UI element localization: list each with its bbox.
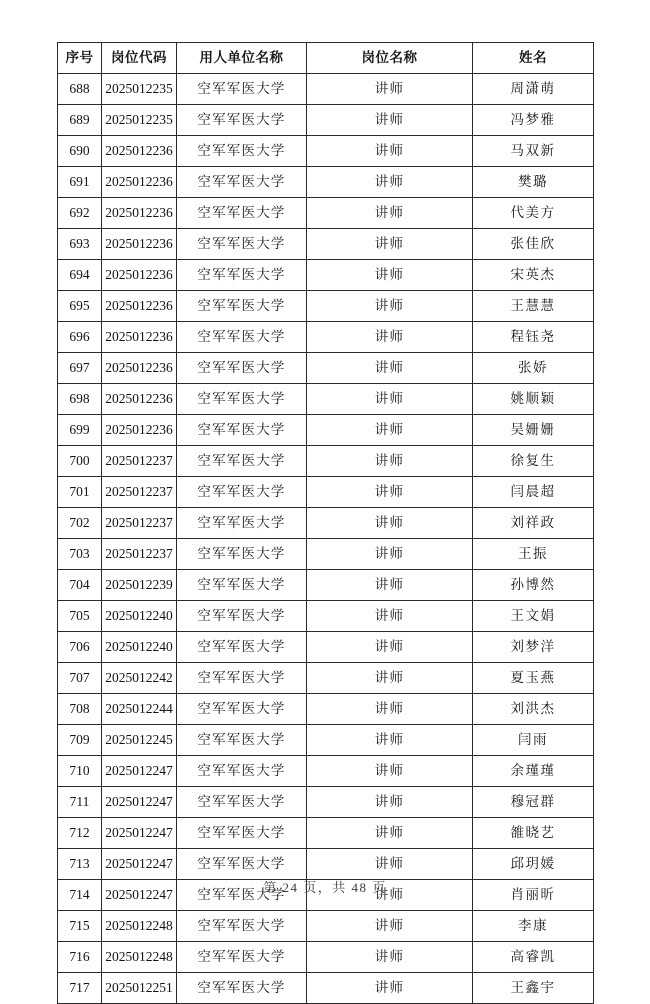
cell-unit: 空军军医大学 (177, 725, 307, 756)
cell-code: 2025012236 (102, 260, 177, 291)
table-row (58, 198, 594, 229)
table-row (58, 415, 594, 446)
cell-seq: 691 (58, 167, 102, 198)
cell-unit: 空军军医大学 (177, 818, 307, 849)
cell-name: 王鑫宇 (473, 973, 594, 1004)
cell-name: 闫晨超 (473, 477, 594, 508)
cell-name: 周潇萌 (473, 74, 594, 105)
cell-code: 2025012235 (102, 105, 177, 136)
cell-name: 代美方 (473, 198, 594, 229)
cell-post: 讲师 (307, 911, 473, 942)
cell-name: 夏玉燕 (473, 663, 594, 694)
table-row (58, 508, 594, 539)
table-row (58, 942, 594, 973)
cell-post: 讲师 (307, 508, 473, 539)
cell-code: 2025012247 (102, 756, 177, 787)
cell-seq: 717 (58, 973, 102, 1004)
table-body (58, 74, 594, 1004)
cell-post: 讲师 (307, 539, 473, 570)
cell-code: 2025012237 (102, 446, 177, 477)
cell-name: 李康 (473, 911, 594, 942)
cell-name: 徐复生 (473, 446, 594, 477)
cell-code: 2025012236 (102, 353, 177, 384)
column-header-unit: 用人单位名称 (177, 43, 307, 74)
cell-post: 讲师 (307, 663, 473, 694)
cell-unit: 空军军医大学 (177, 508, 307, 539)
cell-unit: 空军军医大学 (177, 291, 307, 322)
table-row (58, 539, 594, 570)
cell-post: 讲师 (307, 694, 473, 725)
cell-code: 2025012236 (102, 384, 177, 415)
table-row (58, 229, 594, 260)
cell-unit: 空军军医大学 (177, 539, 307, 570)
cell-name: 张佳欣 (473, 229, 594, 260)
table-row (58, 322, 594, 353)
cell-unit: 空军军医大学 (177, 911, 307, 942)
cell-seq: 707 (58, 663, 102, 694)
table-row (58, 260, 594, 291)
cell-code: 2025012248 (102, 911, 177, 942)
cell-seq: 705 (58, 601, 102, 632)
table-row (58, 167, 594, 198)
cell-name: 吴姗姗 (473, 415, 594, 446)
table-row (58, 570, 594, 601)
cell-name: 马双新 (473, 136, 594, 167)
page-footer: 第 24 页，共 48 页 (263, 880, 387, 895)
table-row (58, 105, 594, 136)
cell-seq: 689 (58, 105, 102, 136)
cell-name: 邱玥媛 (473, 849, 594, 880)
cell-post: 讲师 (307, 415, 473, 446)
table-header-row (58, 43, 594, 74)
cell-unit: 空军军医大学 (177, 880, 307, 911)
cell-unit: 空军军医大学 (177, 229, 307, 260)
cell-post: 讲师 (307, 136, 473, 167)
cell-unit: 空军军医大学 (177, 446, 307, 477)
cell-code: 2025012240 (102, 632, 177, 663)
cell-post: 讲师 (307, 353, 473, 384)
cell-name: 肖丽昕 (473, 880, 594, 911)
cell-code: 2025012236 (102, 322, 177, 353)
cell-seq: 698 (58, 384, 102, 415)
cell-name: 张娇 (473, 353, 594, 384)
cell-unit: 空军军医大学 (177, 415, 307, 446)
cell-seq: 711 (58, 787, 102, 818)
table-header (58, 43, 594, 74)
cell-post: 讲师 (307, 291, 473, 322)
cell-unit: 空军军医大学 (177, 787, 307, 818)
cell-code: 2025012237 (102, 539, 177, 570)
table-row (58, 756, 594, 787)
cell-unit: 空军军医大学 (177, 663, 307, 694)
cell-seq: 710 (58, 756, 102, 787)
cell-code: 2025012236 (102, 229, 177, 260)
cell-name: 冯梦雅 (473, 105, 594, 136)
cell-code: 2025012247 (102, 787, 177, 818)
cell-code: 2025012236 (102, 415, 177, 446)
cell-seq: 713 (58, 849, 102, 880)
table-row (58, 632, 594, 663)
cell-post: 讲师 (307, 260, 473, 291)
table-row (58, 849, 594, 880)
cell-unit: 空军军医大学 (177, 384, 307, 415)
cell-code: 2025012237 (102, 477, 177, 508)
cell-unit: 空军军医大学 (177, 694, 307, 725)
cell-post: 讲师 (307, 725, 473, 756)
cell-seq: 704 (58, 570, 102, 601)
cell-unit: 空军军医大学 (177, 632, 307, 663)
cell-name: 刘洪杰 (473, 694, 594, 725)
cell-name: 姚顺颖 (473, 384, 594, 415)
cell-name: 宋英杰 (473, 260, 594, 291)
table-row (58, 725, 594, 756)
table-row (58, 291, 594, 322)
cell-post: 讲师 (307, 384, 473, 415)
cell-post: 讲师 (307, 632, 473, 663)
cell-unit: 空军军医大学 (177, 601, 307, 632)
cell-code: 2025012247 (102, 849, 177, 880)
cell-unit: 空军军医大学 (177, 849, 307, 880)
cell-seq: 706 (58, 632, 102, 663)
cell-name: 王振 (473, 539, 594, 570)
cell-post: 讲师 (307, 198, 473, 229)
cell-post: 讲师 (307, 105, 473, 136)
cell-name: 王文娟 (473, 601, 594, 632)
column-header-name: 姓名 (473, 43, 594, 74)
cell-seq: 693 (58, 229, 102, 260)
cell-post: 讲师 (307, 756, 473, 787)
cell-unit: 空军军医大学 (177, 477, 307, 508)
cell-post: 讲师 (307, 880, 473, 911)
cell-seq: 692 (58, 198, 102, 229)
cell-seq: 700 (58, 446, 102, 477)
cell-post: 讲师 (307, 477, 473, 508)
table-row (58, 136, 594, 167)
cell-unit: 空军军医大学 (177, 105, 307, 136)
cell-unit: 空军军医大学 (177, 167, 307, 198)
cell-post: 讲师 (307, 322, 473, 353)
table-row (58, 663, 594, 694)
cell-unit: 空军军医大学 (177, 322, 307, 353)
cell-seq: 708 (58, 694, 102, 725)
column-header-seq: 序号 (58, 43, 102, 74)
cell-seq: 696 (58, 322, 102, 353)
cell-seq: 695 (58, 291, 102, 322)
cell-unit: 空军军医大学 (177, 260, 307, 291)
cell-seq: 694 (58, 260, 102, 291)
cell-code: 2025012240 (102, 601, 177, 632)
table-row (58, 353, 594, 384)
column-header-post: 岗位名称 (307, 43, 473, 74)
cell-name: 高睿凯 (473, 942, 594, 973)
cell-seq: 697 (58, 353, 102, 384)
column-header-code: 岗位代码 (102, 43, 177, 74)
cell-unit: 空军军医大学 (177, 942, 307, 973)
cell-seq: 703 (58, 539, 102, 570)
cell-seq: 701 (58, 477, 102, 508)
table-row (58, 818, 594, 849)
cell-seq: 702 (58, 508, 102, 539)
cell-code: 2025012236 (102, 198, 177, 229)
cell-name: 刘梦洋 (473, 632, 594, 663)
table-row (58, 694, 594, 725)
table-row (58, 973, 594, 1004)
cell-name: 刘祥政 (473, 508, 594, 539)
cell-post: 讲师 (307, 446, 473, 477)
cell-code: 2025012237 (102, 508, 177, 539)
cell-code: 2025012242 (102, 663, 177, 694)
cell-post: 讲师 (307, 229, 473, 260)
cell-seq: 712 (58, 818, 102, 849)
cell-name: 雒晓艺 (473, 818, 594, 849)
cell-name: 余瑾瑾 (473, 756, 594, 787)
cell-post: 讲师 (307, 818, 473, 849)
cell-code: 2025012239 (102, 570, 177, 601)
table-row (58, 384, 594, 415)
cell-name: 樊璐 (473, 167, 594, 198)
cell-name: 王慧慧 (473, 291, 594, 322)
cell-code: 2025012247 (102, 880, 177, 911)
cell-post: 讲师 (307, 849, 473, 880)
cell-code: 2025012251 (102, 973, 177, 1004)
cell-unit: 空军军医大学 (177, 198, 307, 229)
cell-name: 程钰尧 (473, 322, 594, 353)
cell-code: 2025012248 (102, 942, 177, 973)
cell-unit: 空军军医大学 (177, 74, 307, 105)
cell-code: 2025012236 (102, 167, 177, 198)
table-row (58, 601, 594, 632)
cell-post: 讲师 (307, 167, 473, 198)
cell-seq: 699 (58, 415, 102, 446)
cell-seq: 715 (58, 911, 102, 942)
roster-table-container (57, 42, 593, 1004)
cell-code: 2025012247 (102, 818, 177, 849)
cell-name: 闫雨 (473, 725, 594, 756)
table-row (58, 787, 594, 818)
table-row (58, 74, 594, 105)
cell-code: 2025012236 (102, 136, 177, 167)
cell-seq: 690 (58, 136, 102, 167)
cell-post: 讲师 (307, 74, 473, 105)
cell-unit: 空军军医大学 (177, 973, 307, 1004)
cell-unit: 空军军医大学 (177, 756, 307, 787)
cell-post: 讲师 (307, 973, 473, 1004)
roster-table (57, 42, 594, 1004)
cell-code: 2025012244 (102, 694, 177, 725)
cell-post: 讲师 (307, 787, 473, 818)
cell-unit: 空军军医大学 (177, 136, 307, 167)
cell-name: 穆冠群 (473, 787, 594, 818)
cell-unit: 空军军医大学 (177, 353, 307, 384)
cell-post: 讲师 (307, 942, 473, 973)
cell-post: 讲师 (307, 570, 473, 601)
table-row (58, 446, 594, 477)
cell-seq: 709 (58, 725, 102, 756)
cell-seq: 716 (58, 942, 102, 973)
cell-seq: 688 (58, 74, 102, 105)
cell-code: 2025012245 (102, 725, 177, 756)
table-row (58, 477, 594, 508)
cell-code: 2025012235 (102, 74, 177, 105)
cell-code: 2025012236 (102, 291, 177, 322)
cell-seq: 714 (58, 880, 102, 911)
table-row (58, 911, 594, 942)
cell-post: 讲师 (307, 601, 473, 632)
cell-name: 孙博然 (473, 570, 594, 601)
cell-unit: 空军军医大学 (177, 570, 307, 601)
